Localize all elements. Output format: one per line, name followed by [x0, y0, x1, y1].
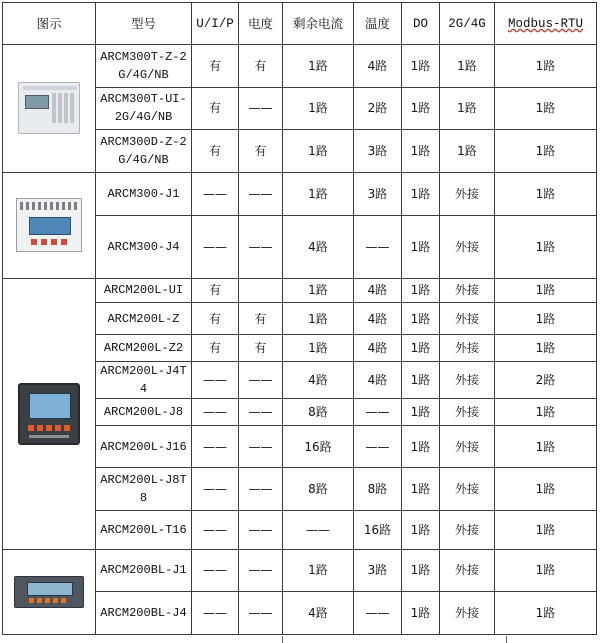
cell-modbus: 1路: [495, 510, 597, 549]
cell-modbus: 1路: [495, 215, 597, 278]
table-row: [3, 549, 597, 592]
cell-temperature: ——: [354, 399, 402, 425]
header-network: 2G/4G: [440, 3, 495, 45]
cell-network: 外接: [440, 592, 495, 635]
cell-do: 1路: [402, 361, 440, 399]
cell-residual-current: 1路: [283, 549, 354, 592]
meter-device-icon: [18, 82, 80, 134]
cell-energy: ——: [239, 215, 283, 278]
din-rail-meter-icon: [16, 198, 82, 252]
header-image: 图示: [3, 3, 96, 45]
cell-modbus: 1路: [495, 335, 597, 361]
cell-modbus: 2路: [495, 361, 597, 399]
cell-uip: ——: [192, 172, 239, 215]
device-scr: [29, 217, 71, 235]
cell-network: 1路: [440, 45, 495, 88]
cell-temperature: 4路: [354, 335, 402, 361]
cell-energy: 有: [239, 45, 283, 88]
cell-energy: ——: [239, 399, 283, 425]
cell-uip: ——: [192, 468, 239, 511]
cell-do: 1路: [402, 215, 440, 278]
cell-energy: [239, 278, 283, 302]
cell-residual-current: 1路: [283, 45, 354, 88]
cell-energy: ——: [239, 510, 283, 549]
cell-network: 1路: [440, 87, 495, 130]
panel-meter-icon: [18, 383, 80, 445]
arcm300-meter-image: [3, 172, 96, 278]
cell-network: 外接: [440, 468, 495, 511]
cell-residual-current: 16路: [283, 425, 354, 468]
cell-network: 外接: [440, 302, 495, 334]
cell-do: 1路: [402, 468, 440, 511]
cell-do: 1路: [402, 549, 440, 592]
cell-network: 外接: [440, 425, 495, 468]
cell-network: 1路: [440, 130, 495, 173]
cell-model: ARCM200L-T16: [96, 510, 192, 549]
cell-residual-current: 1路: [283, 278, 354, 302]
cell-modbus: 1路: [495, 172, 597, 215]
cell-uip: 有: [192, 130, 239, 173]
cell-model: ARCM300D-Z-2G/4G/NB: [96, 130, 192, 173]
header-modbus: Modbus-RTU: [495, 3, 597, 45]
table-row: [3, 45, 597, 88]
device-btns: [31, 239, 67, 245]
cell-temperature: 3路: [354, 130, 402, 173]
cell-energy: 有: [239, 302, 283, 334]
cell-uip: 有: [192, 87, 239, 130]
cell-do: 1路: [402, 510, 440, 549]
page-edge-mark: [506, 636, 507, 643]
cell-do: 1路: [402, 302, 440, 334]
cell-residual-current: 1路: [283, 302, 354, 334]
cell-model: ARCM200BL-J4: [96, 592, 192, 635]
cell-do: 1路: [402, 278, 440, 302]
cell-residual-current: 8路: [283, 399, 354, 425]
cell-temperature: 3路: [354, 549, 402, 592]
device-scr: [27, 582, 73, 596]
cell-residual-current: 4路: [283, 592, 354, 635]
cell-residual-current: 4路: [283, 215, 354, 278]
cell-energy: ——: [239, 592, 283, 635]
cell-model: ARCM200L-J8: [96, 399, 192, 425]
header-energy: 电度: [239, 3, 283, 45]
cell-residual-current: 1路: [283, 172, 354, 215]
cell-network: 外接: [440, 549, 495, 592]
cell-modbus: 1路: [495, 399, 597, 425]
cell-temperature: 4路: [354, 278, 402, 302]
arcm200l-meter-image: [3, 278, 96, 549]
cell-temperature: 8路: [354, 468, 402, 511]
header-row: [3, 3, 597, 45]
product-spec-table: [2, 2, 597, 635]
cell-temperature: 4路: [354, 302, 402, 334]
cell-network: 外接: [440, 399, 495, 425]
cell-temperature: ——: [354, 592, 402, 635]
cell-residual-current: ——: [283, 510, 354, 549]
cell-model: ARCM200L-UI: [96, 278, 192, 302]
cell-model: ARCM200L-J4T4: [96, 361, 192, 399]
cell-modbus: 1路: [495, 302, 597, 334]
table-row: [3, 278, 597, 302]
cell-model: ARCM200BL-J1: [96, 549, 192, 592]
device-terms: [20, 202, 78, 210]
cell-uip: ——: [192, 425, 239, 468]
arcm300t-meter-image: [3, 45, 96, 173]
cell-network: 外接: [440, 335, 495, 361]
cell-network: 外接: [440, 510, 495, 549]
cell-do: 1路: [402, 592, 440, 635]
cell-modbus: 1路: [495, 278, 597, 302]
cell-uip: 有: [192, 45, 239, 88]
cell-model: ARCM300-J1: [96, 172, 192, 215]
cell-do: 1路: [402, 335, 440, 361]
cell-do: 1路: [402, 87, 440, 130]
cell-do: 1路: [402, 45, 440, 88]
header-temperature: 温度: [354, 3, 402, 45]
cell-energy: ——: [239, 361, 283, 399]
device-scr: [29, 393, 71, 419]
cell-uip: ——: [192, 549, 239, 592]
cell-residual-current: 1路: [283, 87, 354, 130]
cell-temperature: 16路: [354, 510, 402, 549]
cell-temperature: ——: [354, 215, 402, 278]
cell-network: 外接: [440, 172, 495, 215]
cell-residual-current: 1路: [283, 335, 354, 361]
cell-network: 外接: [440, 278, 495, 302]
cell-residual-current: 4路: [283, 361, 354, 399]
cell-modbus: 1路: [495, 549, 597, 592]
page-edge-mark: [282, 636, 283, 643]
cell-uip: 有: [192, 302, 239, 334]
cell-uip: ——: [192, 592, 239, 635]
cell-model: ARCM200L-Z2: [96, 335, 192, 361]
cell-modbus: 1路: [495, 468, 597, 511]
cell-temperature: 4路: [354, 361, 402, 399]
cell-energy: 有: [239, 130, 283, 173]
cell-residual-current: 1路: [283, 130, 354, 173]
arcm200bl-meter-image: [3, 549, 96, 634]
cell-uip: ——: [192, 510, 239, 549]
cell-model: ARCM300-J4: [96, 215, 192, 278]
cell-energy: ——: [239, 87, 283, 130]
cell-do: 1路: [402, 425, 440, 468]
cell-energy: ——: [239, 468, 283, 511]
cell-temperature: 2路: [354, 87, 402, 130]
header-do: DO: [402, 3, 440, 45]
cell-modbus: 1路: [495, 45, 597, 88]
device-lbl: [29, 435, 69, 438]
long-panel-meter-icon: [14, 576, 84, 608]
device-btns: [29, 598, 69, 603]
device-scr: [25, 95, 49, 109]
cell-temperature: 3路: [354, 172, 402, 215]
cell-modbus: 1路: [495, 592, 597, 635]
cell-temperature: ——: [354, 425, 402, 468]
header-model: 型号: [96, 3, 192, 45]
cell-do: 1路: [402, 130, 440, 173]
device-top: [23, 86, 77, 90]
cell-model: ARCM300T-Z-2G/4G/NB: [96, 45, 192, 88]
cell-energy: ——: [239, 549, 283, 592]
cell-modbus: 1路: [495, 425, 597, 468]
cell-do: 1路: [402, 399, 440, 425]
cell-do: 1路: [402, 172, 440, 215]
cell-network: 外接: [440, 215, 495, 278]
cell-energy: ——: [239, 172, 283, 215]
cell-uip: 有: [192, 278, 239, 302]
cell-network: 外接: [440, 361, 495, 399]
header-uip: U/I/P: [192, 3, 239, 45]
device-btns: [28, 425, 72, 431]
cell-model: ARCM200L-J16: [96, 425, 192, 468]
cell-energy: 有: [239, 335, 283, 361]
cell-modbus: 1路: [495, 130, 597, 173]
cell-uip: ——: [192, 399, 239, 425]
cell-uip: ——: [192, 361, 239, 399]
cell-model: ARCM200L-J8T8: [96, 468, 192, 511]
cell-uip: 有: [192, 335, 239, 361]
cell-model: ARCM200L-Z: [96, 302, 192, 334]
cell-model: ARCM300T-UI-2G/4G/NB: [96, 87, 192, 130]
cell-modbus: 1路: [495, 87, 597, 130]
cell-residual-current: 8路: [283, 468, 354, 511]
device-kp: [52, 93, 74, 123]
cell-energy: ——: [239, 425, 283, 468]
cell-uip: ——: [192, 215, 239, 278]
cell-temperature: 4路: [354, 45, 402, 88]
header-residual-current: 剩余电流: [283, 3, 354, 45]
table-row: [3, 172, 597, 215]
